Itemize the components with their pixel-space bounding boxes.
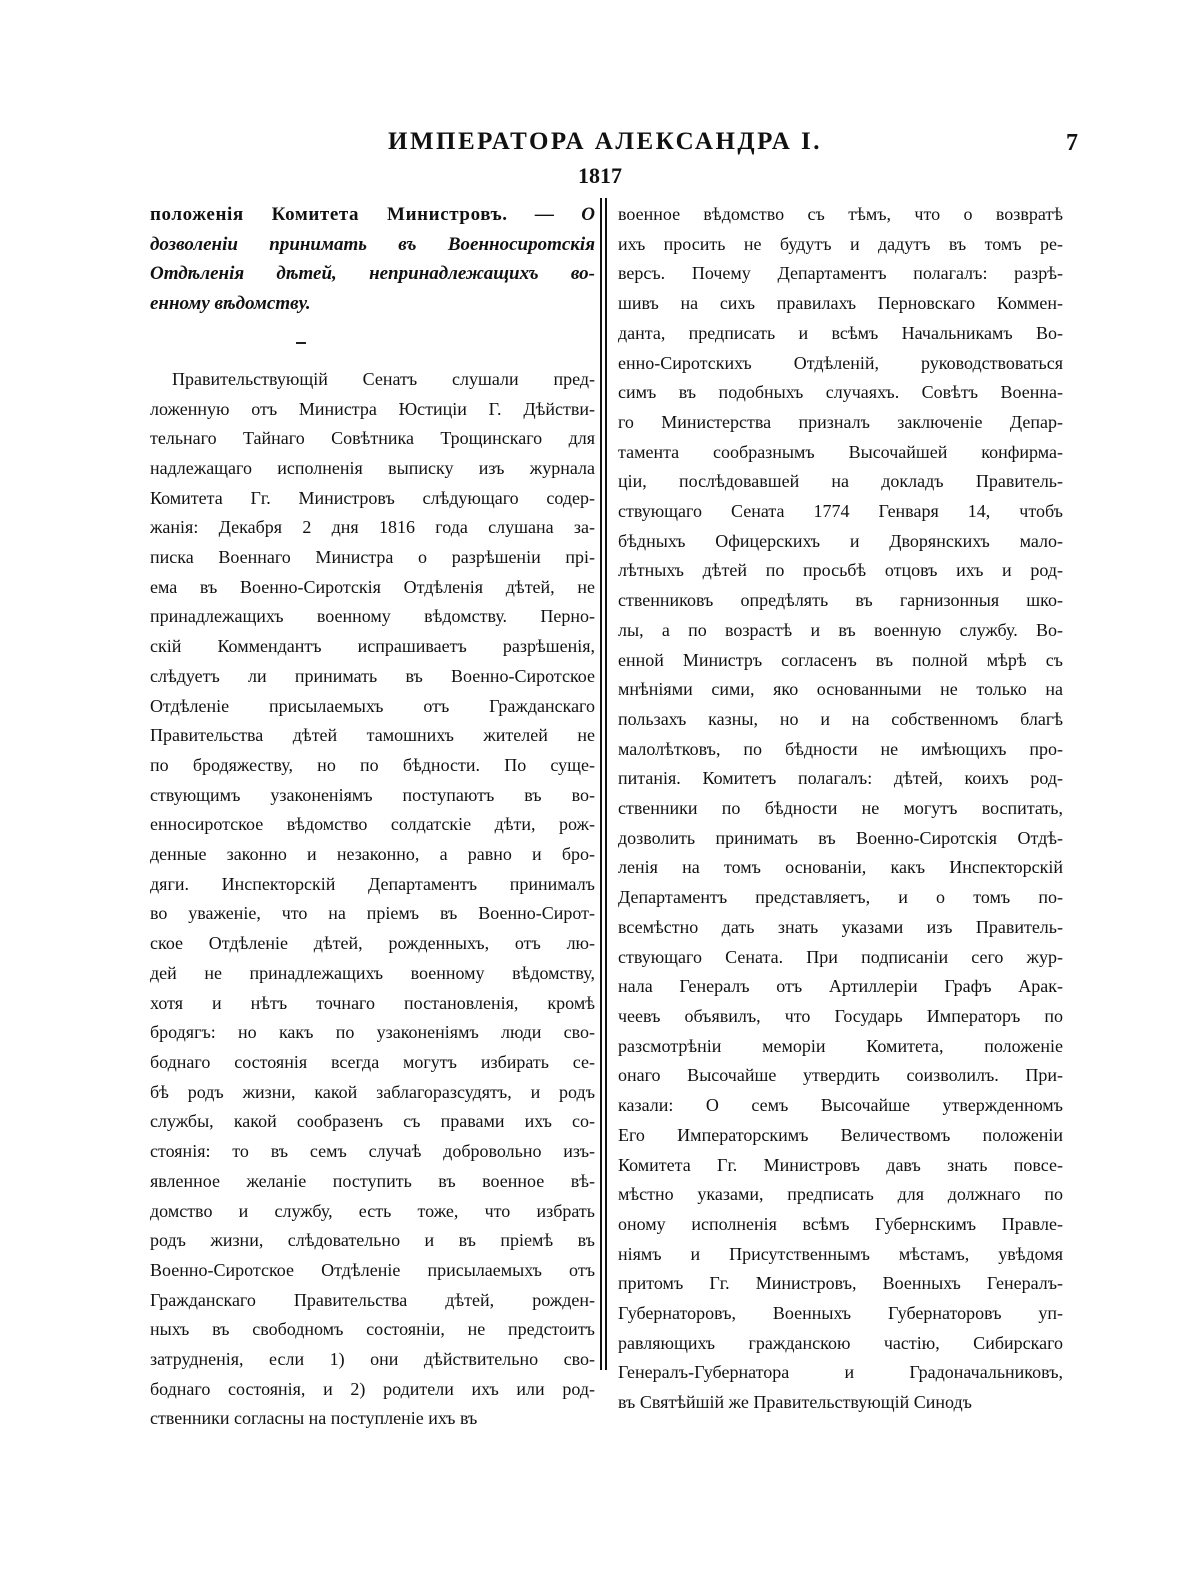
text-line: разсмотрѣніи меморіи Комитета, положеніе xyxy=(618,1035,1063,1056)
text-line: явленное желаніе поступить въ военное вѣ- xyxy=(150,1170,595,1191)
text-line: дозволить принимать въ Военно-Сиротскія Отдѣ- xyxy=(618,827,1063,848)
text-line: Гражданскаго Правительства дѣтей, рожден- xyxy=(150,1289,595,1310)
text-line: военное вѣдомство съ тѣмъ, что о возвратѣ xyxy=(618,204,1063,224)
text-line: мѣстно указами, предписать для должнаго по xyxy=(618,1184,1063,1205)
text-line: ихъ просить не будутъ и дадутъ въ томъ ре- xyxy=(618,233,1063,254)
text-line: бродягъ: но какъ по узаконеніямъ люди сво- xyxy=(150,1022,595,1043)
text-line: бѣдныхъ Офицерскихъ и Дворянскихъ мало- xyxy=(618,530,1063,551)
text-line: службы, какой сообразенъ съ правами ихъ со- xyxy=(150,1111,595,1132)
text-line: чеевъ объявилъ, что Государь Императоръ по xyxy=(618,1005,1063,1026)
text-line: енносиротское вѣдомство солдатскіе дѣти, рож- xyxy=(150,814,595,835)
text-line: боднаго состоянія, и 2) родители ихъ или род- xyxy=(150,1378,595,1399)
text-line: тамента сообразнымъ Высочайшей конфирма- xyxy=(618,441,1063,462)
text-line: оному исполненія всѣмъ Губернскимъ Правле- xyxy=(618,1213,1063,1234)
right-column xyxy=(618,200,1063,1418)
text-line: ствующаго Сената. При подписаніи сего жур- xyxy=(618,946,1063,967)
text-line: версъ. Почему Департаментъ полагалъ: разрѣ- xyxy=(618,263,1063,284)
left-body-text xyxy=(150,365,595,1434)
text-line: ныхъ въ свободномъ состояніи, не предстоитъ xyxy=(150,1319,595,1340)
text-line: го Министерства призналъ заключеніе Депар- xyxy=(618,411,1063,432)
text-line: ственники по бѣдности не могутъ воспитать, xyxy=(618,798,1063,819)
text-line: питанія. Комитетъ полагалъ: дѣтей, коихъ род- xyxy=(618,768,1063,789)
text-line: лы, а по возрастѣ и въ военную службу. Во- xyxy=(618,619,1063,640)
heading-line: Отдѣленія дѣтей, непринадлежащихъ во- xyxy=(150,263,595,285)
text-line: нала Генералъ отъ Артиллеріи Графъ Арак- xyxy=(618,976,1063,997)
text-line: ціи, послѣдовавшей на докладъ Правитель- xyxy=(618,471,1063,492)
text-line: притомъ Гг. Министровъ, Военныхъ Генералъ- xyxy=(618,1273,1063,1294)
text-line: ственники согласны на поступленіе ихъ въ xyxy=(150,1408,478,1429)
text-line: дей не принадлежащихъ военному вѣдомству, xyxy=(150,962,595,983)
text-line: Правительствующій Сенатъ слушали пред- xyxy=(172,368,595,389)
left-column xyxy=(150,200,595,1434)
text-line: въ Святѣйшій же Правительствующій Синодъ xyxy=(618,1392,972,1413)
text-line: домство и службу, есть тоже, что избрать xyxy=(150,1200,595,1221)
text-line: равляющихъ гражданскою частію, Сибирскаго xyxy=(618,1332,1063,1353)
heading-line: положенія Комитета Министровъ. — О xyxy=(150,204,595,225)
text-line: всемѣстно дать знать указами изъ Правитель- xyxy=(618,916,1063,937)
text-line: стоянія: то въ семъ случаѣ добровольно изъ- xyxy=(150,1141,595,1162)
text-line: скій Коммендантъ испрашиваетъ разрѣшенія, xyxy=(150,636,595,657)
text-line: симъ въ подобныхъ случаяхъ. Совѣтъ Военна- xyxy=(618,382,1063,403)
year-marker: 1817 xyxy=(578,163,622,188)
text-line: боднаго состоянія всегда могутъ избирать се- xyxy=(150,1051,595,1072)
text-line: ственниковъ опредѣлять въ гарнизонныя шко- xyxy=(618,590,1063,611)
running-head: ИМПЕРАТОРА АЛЕКСАНДРА I. xyxy=(388,128,822,155)
text-line: по бродяжеству, но по бѣдности. По суще- xyxy=(150,754,595,775)
text-line: дяги. Инспекторскій Департаментъ принималъ xyxy=(150,873,595,894)
text-line: тельнаго Тайнаго Совѣтника Трощинскаго для xyxy=(150,428,595,449)
text-line: енно-Сиротскихъ Отдѣленій, руководствоваться xyxy=(618,352,1063,373)
text-line: родъ жизни, слѣдовательно и въ пріемѣ въ xyxy=(150,1230,595,1251)
text-line: во уваженіе, что на пріемъ въ Военно-Сирот- xyxy=(150,903,595,924)
text-line: бѣ родъ жизни, какой заблагоразсудятъ, и родъ xyxy=(150,1081,595,1102)
text-line: надлежащаго исполненія выписку изъ журнала xyxy=(150,457,595,478)
text-line: ствующаго Сената 1774 Генваря 14, чтобъ xyxy=(618,501,1063,522)
text-line: жанія: Декабря 2 дня 1816 года слушана за- xyxy=(150,517,595,538)
text-line: ское Отдѣленіе дѣтей, рожденныхъ, отъ лю- xyxy=(150,933,595,954)
text-line: писка Военнаго Министра о разрѣшеніи прі- xyxy=(150,547,595,568)
text-line: лѣтныхъ дѣтей по просьбѣ отцовъ ихъ и род- xyxy=(618,560,1063,581)
text-line: Комитета Гг. Министровъ давъ знать повсе- xyxy=(618,1154,1063,1175)
text-line: Губернаторовъ, Военныхъ Губернаторовъ уп- xyxy=(618,1303,1063,1324)
heading-line: дозволеніи принимать въ Военносиротскія xyxy=(150,233,595,255)
text-line: малолѣтковъ, по бѣдности не имѣющихъ про- xyxy=(618,738,1063,759)
text-line: слѣдуетъ ли принимать въ Военно-Сиротское xyxy=(150,665,595,686)
text-line: пользахъ казны, но и на собственномъ благѣ xyxy=(618,708,1063,729)
text-line: Его Императорскимъ Величествомъ положеніи xyxy=(618,1124,1063,1145)
column-divider xyxy=(600,198,607,1370)
text-line: ема въ Военно-Сиротскія Отдѣленія дѣтей, не xyxy=(150,576,595,597)
text-line: казали: О семъ Высочайше утвержденномъ xyxy=(618,1095,1063,1116)
text-line: мнѣніями сими, яко основанными не только на xyxy=(618,679,1063,700)
text-line: енной Министръ согласенъ въ полной мѣрѣ съ xyxy=(618,649,1063,670)
text-line: шивъ на сихъ правилахъ Перновскаго Коммен- xyxy=(618,293,1063,314)
text-line: Правительства дѣтей тамошнихъ жителей не xyxy=(150,725,595,746)
section-heading xyxy=(150,200,595,319)
heading-line: енному вѣдомству. xyxy=(150,293,311,315)
text-line: принадлежащихъ военному вѣдомству. Перно- xyxy=(150,606,595,627)
right-body-text xyxy=(618,200,1063,1418)
text-line: ленія на томъ основаніи, какъ Инспекторскій xyxy=(618,857,1063,878)
text-line: затрудненія, если 1) они дѣйствительно сво- xyxy=(150,1349,595,1370)
text-line: Генералъ-Губернатора и Градоначальниковъ, xyxy=(618,1362,1063,1383)
text-line: денные законно и незаконно, а равно и бро- xyxy=(150,844,595,865)
text-line: онаго Высочайше утвердить соизволилъ. При- xyxy=(618,1065,1063,1086)
text-line: данта, предписать и всѣмъ Начальникамъ Во- xyxy=(618,322,1063,343)
text-line: Военно-Сиротское Отдѣленіе присылаемыхъ отъ xyxy=(150,1259,595,1280)
text-line: ложенную отъ Министра Юстиціи Г. Дѣйстви- xyxy=(150,398,595,419)
text-line: Отдѣленіе присылаемыхъ отъ Гражданскаго xyxy=(150,695,595,716)
text-line: ніямъ и Присутственнымъ мѣстамъ, увѣдомя xyxy=(618,1243,1063,1264)
text-line: Департаментъ представляетъ, и о томъ по- xyxy=(618,887,1063,908)
text-line: Комитета Гг. Министровъ слѣдующаго содер- xyxy=(150,487,595,508)
text-line: хотя и нѣтъ точнаго постановленія, кромѣ xyxy=(150,992,595,1013)
text-line: ствующимъ узаконеніямъ поступаютъ въ во- xyxy=(150,784,595,805)
page-number: 7 xyxy=(1066,130,1078,156)
